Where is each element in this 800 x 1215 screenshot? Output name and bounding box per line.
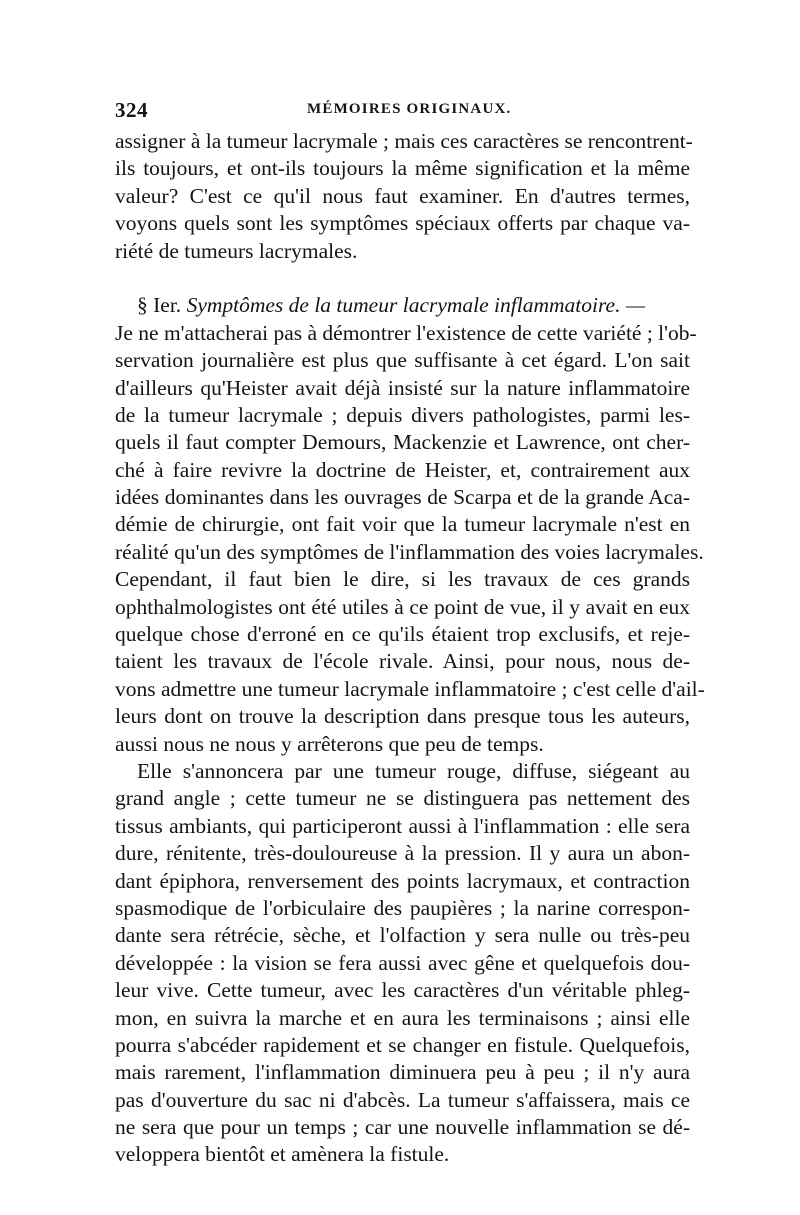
section-number: § Ier. xyxy=(137,293,182,318)
paragraph-section-one xyxy=(115,320,705,758)
text-line: grand angle ; cette tumeur ne se distinguera pas nettement des xyxy=(115,786,690,811)
text-line: développée : la vision se fera aussi avec gêne et quelquefois dou- xyxy=(115,950,690,975)
text-line: idées dominantes dans les ouvrages de Scarpa et de la grande Aca- xyxy=(115,485,690,510)
text-line: veloppera bientôt et amènera la fistule. xyxy=(115,1142,450,1167)
text-line: Elle s'annoncera par une tumeur rouge, diffuse, siégeant au xyxy=(137,758,690,783)
text-line: réalité qu'un des symptômes de l'inflammation des voies lacrymales. xyxy=(115,539,704,564)
text-line: pourra s'abcéder rapidement et se changer en fistule. Quelquefois, xyxy=(115,1032,690,1057)
paragraph-intro xyxy=(115,128,693,265)
text-line: quelque chose d'erroné en ce qu'ils étaient trop exclusifs, et reje- xyxy=(115,622,690,647)
text-line: d'ailleurs qu'Heister avait déjà insisté sur la nature inflammatoire xyxy=(115,375,690,400)
text-line: tissus ambiants, qui participeront aussi à l'inflammation : elle sera xyxy=(115,813,690,838)
text-line: mais rarement, l'inflammation diminuera peu à peu ; il n'y aura xyxy=(115,1060,690,1085)
text-line: ils toujours, et ont-ils toujours la même signification et la même xyxy=(115,156,690,181)
running-title: MÉMOIRES ORIGINAUX. xyxy=(307,101,512,117)
text-line: dure, rénitente, très-douloureuse à la pression. Il y aura un abon- xyxy=(115,841,690,866)
text-line: aussi nous ne nous y arrêterons que peu de temps. xyxy=(115,731,544,756)
text-line: riété de tumeurs lacrymales. xyxy=(115,238,358,263)
text-line: pas d'ouverture du sac ni d'abcès. La tumeur s'affaissera, mais ce xyxy=(115,1087,690,1112)
text-line: dant épiphora, renversement des points lacrymaux, et contraction xyxy=(115,868,690,893)
text-line: de la tumeur lacrymale ; depuis divers pathologistes, parmi les- xyxy=(115,402,690,427)
text-line: ne sera que pour un temps ; car une nouvelle inflammation se dé- xyxy=(115,1115,690,1140)
text-line: leur vive. Cette tumeur, avec les caractères d'un véritable phleg- xyxy=(115,978,690,1003)
text-line: Je ne m'attacherai pas à démontrer l'existence de cette variété ; l'ob- xyxy=(115,320,697,345)
paragraph-description xyxy=(115,758,690,1169)
text-line: ché à faire revivre la doctrine de Heister, et, contrairement aux xyxy=(115,457,690,482)
text-line: ophthalmologistes ont été utiles à ce point de vue, il y avait en eux xyxy=(115,594,690,619)
text-line: vons admettre une tumeur lacrymale inflammatoire ; c'est celle d'ail- xyxy=(115,676,705,701)
paragraph-gap xyxy=(115,265,690,292)
text-line: leurs dont on trouve la description dans presque tous les auteurs, xyxy=(115,704,690,729)
text-line: taient les travaux de l'école rivale. Ainsi, pour nous, nous de- xyxy=(115,649,690,674)
page-number: 324 xyxy=(115,98,148,122)
text-line: assigner à la tumeur lacrymale ; mais ces caractères se rencontrent- xyxy=(115,129,693,153)
text-line: mon, en suivra la marche et en aura les terminaisons ; ainsi elle xyxy=(115,1005,690,1030)
body-text xyxy=(115,128,705,1169)
section-title: Symptômes de la tumeur lacrymale inflammatoire. — xyxy=(186,293,645,318)
section-heading xyxy=(115,292,690,319)
running-header xyxy=(115,98,690,122)
text-line: voyons quels sont les symptômes spéciaux offerts par chaque va- xyxy=(115,211,690,236)
text-line: dante sera rétrécie, sèche, et l'olfaction y sera nulle ou très-peu xyxy=(115,923,690,948)
text-line: servation journalière est plus que suffisante à cet égard. L'on sait xyxy=(115,348,690,373)
text-line: spasmodique de l'orbiculaire des paupières ; la narine correspon- xyxy=(115,895,690,920)
text-line: démie de chirurgie, ont fait voir que la tumeur lacrymale n'est en xyxy=(115,512,690,537)
text-line: quels il faut compter Demours, Mackenzie et Lawrence, ont cher- xyxy=(115,430,690,455)
text-line: valeur? C'est ce qu'il nous faut examiner. En d'autres termes, xyxy=(115,183,690,208)
text-line: Cependant, il faut bien le dire, si les travaux de ces grands xyxy=(115,567,690,592)
